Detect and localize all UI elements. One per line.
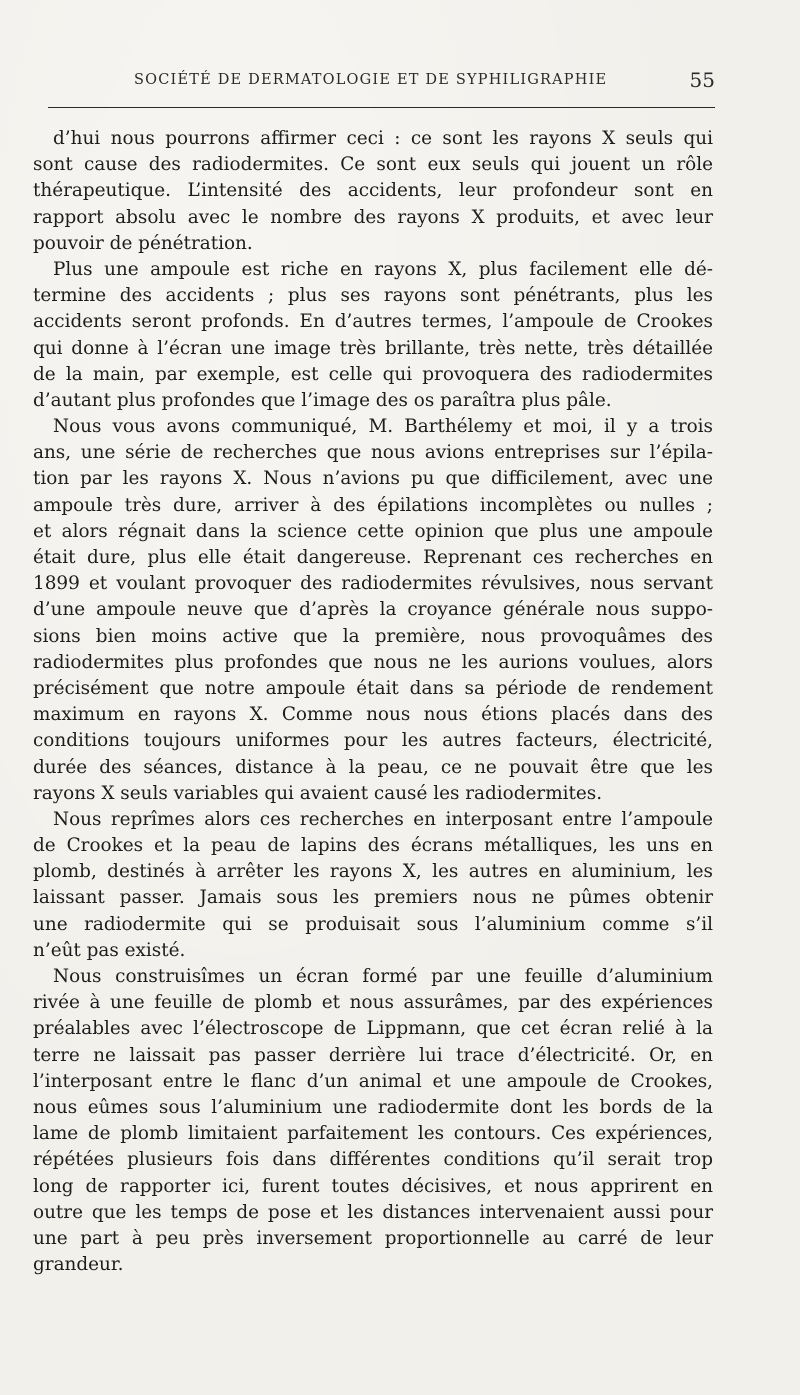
- text-line: l’interposant entre le flanc d’un animal et une ampoule de Crookes,: [33, 1070, 713, 1092]
- paragraph: [33, 414, 713, 807]
- text-line: de la main, par exemple, est celle qui provoquera des radiodermites: [33, 363, 713, 385]
- header-rule: [48, 107, 715, 108]
- text-line: pouvoir de pénétration.: [33, 232, 253, 254]
- text-line: n’eût pas existé.: [33, 939, 186, 961]
- text-line: ampoule très dure, arriver à des épilations incomplètes ou nulles ;: [33, 494, 713, 516]
- text-line: grandeur.: [33, 1254, 124, 1276]
- text-line: d’autant plus profondes que l’image des os paraîtra plus pâle.: [33, 389, 612, 411]
- text-line: tion par les rayons X. Nous n’avions pu que difficilement, avec une: [33, 468, 713, 490]
- page-number: 55: [689, 68, 715, 92]
- text-line: sions bien moins active que la première, nous provoquâmes des: [33, 625, 713, 647]
- text-line: nous eûmes sous l’aluminium une radiodermite dont les bords de la: [33, 1096, 713, 1118]
- running-title: SOCIÉTÉ DE DERMATOLOGIE ET DE SYPHILIGRAPHIE: [134, 72, 608, 88]
- text-line: rapport absolu avec le nombre des rayons X produits, et avec leur: [33, 206, 713, 228]
- text-line: précisément que notre ampoule était dans sa période de rendement: [33, 677, 713, 699]
- text-line: long de rapporter ici, furent toutes décisives, et nous apprirent en: [33, 1175, 713, 1197]
- text-line: répétées plusieurs fois dans différentes conditions qu’il serait trop: [33, 1149, 713, 1171]
- text-line: qui donne à l’écran une image très brillante, très nette, très détaillée: [33, 337, 713, 359]
- text-line: lame de plomb limitaient parfaitement les contours. Ces expériences,: [33, 1123, 713, 1145]
- text-line: radiodermites plus profondes que nous ne les aurions voulues, alors: [33, 651, 713, 673]
- text-line: une radiodermite qui se produisait sous l’aluminium comme s’il: [33, 913, 713, 935]
- text-line: Plus une ampoule est riche en rayons X, plus facilement elle dé-: [53, 258, 713, 280]
- body-text: [33, 126, 713, 1278]
- text-line: termine des accidents ; plus ses rayons sont pénétrants, plus les: [33, 285, 713, 307]
- paragraph: [33, 126, 713, 257]
- text-line: durée des séances, distance à la peau, ce ne pouvait être que les: [33, 756, 713, 778]
- text-line: de Crookes et la peau de lapins des écrans métalliques, les uns en: [33, 835, 713, 857]
- text-line: sont cause des radiodermites. Ce sont eux seuls qui jouent un rôle: [33, 154, 713, 176]
- text-line: outre que les temps de pose et les distances intervenaient aussi pour: [33, 1201, 713, 1223]
- paragraph: [33, 807, 713, 964]
- text-line: était dure, plus elle était dangereuse. Reprenant ces recherches en: [33, 547, 713, 568]
- text-line: ans, une série de recherches que nous avions entreprises sur l’épila-: [33, 442, 713, 464]
- paragraph: [33, 257, 713, 414]
- text-line: accidents seront profonds. En d’autres termes, l’ampoule de Crookes: [33, 311, 713, 333]
- text-line: conditions toujours uniformes pour les autres facteurs, électricité,: [33, 730, 713, 752]
- text-line: et alors régnait dans la science cette opinion que plus une ampoule: [33, 520, 713, 542]
- text-line: rayons X seuls variables qui avaient causé les radiodermites.: [33, 782, 603, 804]
- text-line: Nous reprîmes alors ces recherches en interposant entre l’ampoule: [53, 808, 713, 830]
- running-head: [50, 70, 715, 100]
- text-line: Nous construisîmes un écran formé par une feuille d’aluminium: [53, 966, 713, 987]
- text-line: terre ne laissait pas passer derrière lui trace d’électricité. Or, en: [33, 1044, 713, 1066]
- text-line: thérapeutique. L’intensité des accidents, leur profondeur sont en: [33, 180, 713, 202]
- text-line: d’hui nous pourrons affirmer ceci : ce sont les rayons X seuls qui: [53, 128, 713, 149]
- text-line: préalables avec l’électroscope de Lippmann, que cet écran relié à la: [33, 1018, 713, 1040]
- text-line: plomb, destinés à arrêter les rayons X, les autres en aluminium, les: [33, 861, 713, 883]
- text-line: une part à peu près inversement proportionnelle au carré de leur: [33, 1227, 713, 1249]
- text-line: Nous vous avons communiqué, M. Barthélemy et moi, il y a trois: [53, 416, 713, 438]
- text-line: 1899 et voulant provoquer des radiodermites révulsives, nous servant: [33, 573, 713, 595]
- text-line: laissant passer. Jamais sous les premiers nous ne pûmes obtenir: [33, 887, 713, 909]
- paragraph: [33, 964, 713, 1278]
- text-line: rivée à une feuille de plomb et nous assurâmes, par des expériences: [33, 992, 713, 1014]
- text-line: maximum en rayons X. Comme nous nous étions placés dans des: [33, 704, 713, 726]
- text-line: d’une ampoule neuve que d’après la croyance générale nous suppo-: [33, 599, 713, 621]
